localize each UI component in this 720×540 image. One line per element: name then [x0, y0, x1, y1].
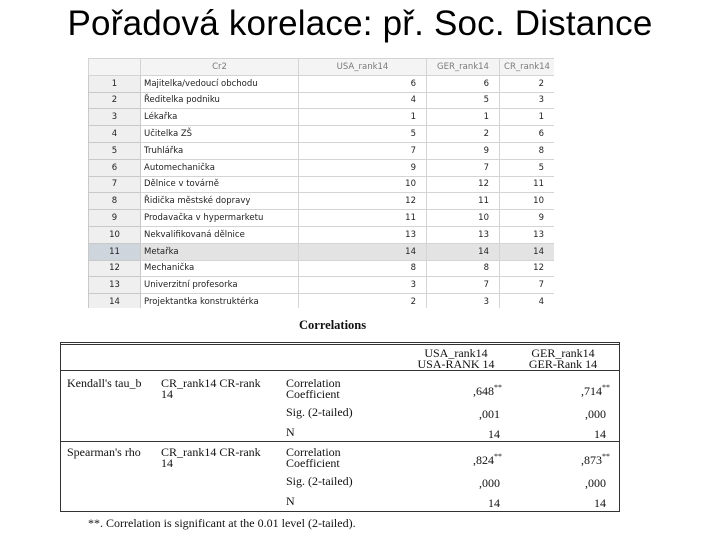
occupation-cell[interactable]: Lékařka [141, 109, 299, 126]
col-header-usa-line1: USA_rank14 [424, 346, 488, 360]
coef-label-kendall-line2: Coefficient [286, 387, 340, 401]
row-number-cell[interactable]: 1 [89, 75, 141, 92]
usa-rank-cell[interactable]: 13 [299, 226, 427, 243]
cr-rank-cell[interactable]: 1 [500, 109, 555, 126]
cr-rank-cell[interactable]: 9 [500, 210, 555, 227]
ger-rank-cell[interactable]: 13 [427, 226, 500, 243]
n-spearman-usa: 14 [488, 496, 500, 510]
n-spearman-ger: 14 [594, 496, 606, 510]
correlations-title: Correlations [299, 318, 367, 332]
col-header-ger-line1: GER_rank14 [531, 346, 595, 360]
method-kendall: Kendall's tau_b [67, 376, 142, 390]
row-number-cell[interactable]: 4 [89, 126, 141, 143]
usa-rank-cell[interactable]: 1 [299, 109, 427, 126]
usa-rank-cell[interactable]: 4 [299, 92, 427, 109]
method-spearman: Spearman's rho [67, 445, 141, 459]
coef-label-spearman-line2: Coefficient [286, 456, 340, 470]
column-header-cr-rank14[interactable]: CR_rank14 [500, 59, 555, 76]
cr-rank-cell[interactable]: 8 [500, 142, 555, 159]
sig-label-kendall: Sig. (2-tailed) [286, 405, 353, 419]
ger-rank-cell[interactable]: 6 [427, 75, 500, 92]
n-label-spearman: N [286, 494, 295, 508]
col-header-usa-line2: USA-RANK 14 [417, 357, 495, 371]
usa-rank-cell[interactable]: 11 [299, 210, 427, 227]
usa-rank-cell[interactable]: 14 [299, 243, 427, 260]
occupation-cell[interactable]: Projektantka konstruktérka [141, 294, 299, 308]
usa-rank-cell[interactable]: 8 [299, 260, 427, 277]
column-header-cr2[interactable]: Cr2 [141, 59, 299, 76]
data-row[interactable] [89, 277, 555, 294]
data-row[interactable] [89, 260, 555, 277]
ger-rank-cell[interactable]: 12 [427, 176, 500, 193]
ger-rank-cell[interactable]: 1 [427, 109, 500, 126]
variable-kendall-line2: 14 [161, 387, 173, 401]
sig-spearman-ger: ,000 [585, 476, 606, 490]
occupation-cell[interactable]: Ředitelka podniku [141, 92, 299, 109]
usa-rank-cell[interactable]: 2 [299, 294, 427, 308]
row-number-cell[interactable]: 9 [89, 210, 141, 227]
cr-rank-cell[interactable]: 11 [500, 176, 555, 193]
cr-rank-cell[interactable]: 2 [500, 75, 555, 92]
sig-label-spearman: Sig. (2-tailed) [286, 474, 353, 488]
usa-rank-cell[interactable]: 3 [299, 277, 427, 294]
data-row[interactable] [89, 210, 555, 227]
row-number-cell[interactable]: 10 [89, 226, 141, 243]
column-header-ger-rank14[interactable]: GER_rank14 [427, 59, 500, 76]
table-left-border [60, 342, 61, 512]
ger-rank-cell[interactable]: 8 [427, 260, 500, 277]
occupation-cell[interactable]: Majitelka/vedoucí obchodu [141, 75, 299, 92]
cr-rank-cell[interactable]: 14 [500, 243, 555, 260]
table-top-rule [60, 342, 620, 343]
cr-rank-cell[interactable]: 10 [500, 193, 555, 210]
ger-rank-cell[interactable]: 10 [427, 210, 500, 227]
occupation-cell[interactable]: Mechanička [141, 260, 299, 277]
row-number-cell[interactable]: 7 [89, 176, 141, 193]
spss-data-view [88, 58, 554, 308]
data-row[interactable] [89, 193, 555, 210]
column-header-usa-rank14[interactable]: USA_rank14 [299, 59, 427, 76]
data-row[interactable] [89, 75, 555, 92]
cr-rank-cell[interactable]: 13 [500, 226, 555, 243]
row-number-cell[interactable]: 14 [89, 294, 141, 308]
occupation-cell[interactable]: Nekvalifikovaná dělnice [141, 226, 299, 243]
row-number-cell[interactable]: 13 [89, 277, 141, 294]
data-row[interactable] [89, 109, 555, 126]
col-header-ger-line2: GER-Rank 14 [528, 357, 598, 371]
occupation-cell[interactable]: Univerzitní profesorka [141, 277, 299, 294]
occupation-cell[interactable]: Prodavačka v hypermarketu [141, 210, 299, 227]
variable-spearman-line2: 14 [161, 456, 173, 470]
footnote: **. Correlation is significant at the 0.01 level (2-tailed). [88, 516, 356, 530]
sig-kendall-usa: ,001 [479, 407, 500, 421]
occupation-cell[interactable]: Automechanička [141, 159, 299, 176]
row-number-cell[interactable]: 2 [89, 92, 141, 109]
row-number-cell[interactable]: 3 [89, 109, 141, 126]
block-divider-rule [60, 441, 620, 442]
row-number-cell[interactable]: 8 [89, 193, 141, 210]
ger-rank-cell[interactable]: 2 [427, 126, 500, 143]
data-row[interactable] [89, 226, 555, 243]
cr-rank-cell[interactable]: 12 [500, 260, 555, 277]
ger-rank-cell[interactable]: 14 [427, 243, 500, 260]
correlations-table [60, 342, 620, 537]
ger-rank-cell[interactable]: 9 [427, 142, 500, 159]
slide-title: Pořadová korelace: př. Soc. Distance [67, 4, 653, 43]
coef-label-spearman: Correlation [286, 445, 341, 459]
data-grid [88, 58, 554, 308]
cr-rank-cell[interactable]: 6 [500, 126, 555, 143]
usa-rank-cell[interactable]: 9 [299, 159, 427, 176]
row-number-cell[interactable]: 5 [89, 142, 141, 159]
n-kendall-usa: 14 [488, 427, 500, 441]
coef-label-kendall: Correlation [286, 376, 341, 390]
data-row[interactable] [89, 176, 555, 193]
corner-cell[interactable] [89, 59, 141, 76]
grid-header-row [89, 59, 555, 76]
table-bottom-rule [60, 511, 620, 512]
data-row[interactable] [89, 159, 555, 176]
occupation-cell[interactable]: Učitelka ZŠ [141, 126, 299, 143]
n-kendall-ger: 14 [594, 427, 606, 441]
row-number-cell[interactable]: 11 [89, 243, 141, 260]
ger-rank-cell[interactable]: 7 [427, 277, 500, 294]
coef-spearman-usa: ,824** [473, 452, 502, 467]
occupation-cell[interactable]: Řidička městské dopravy [141, 193, 299, 210]
sig-kendall-ger: ,000 [585, 407, 606, 421]
usa-rank-cell[interactable]: 12 [299, 193, 427, 210]
occupation-cell[interactable]: Metařka [141, 243, 299, 260]
ger-rank-cell[interactable]: 11 [427, 193, 500, 210]
ger-rank-cell[interactable]: 5 [427, 92, 500, 109]
ger-rank-cell[interactable]: 3 [427, 294, 500, 308]
table-top-rule-double [60, 344, 620, 345]
n-label-kendall: N [286, 425, 295, 439]
usa-rank-cell[interactable]: 6 [299, 75, 427, 92]
variable-spearman: CR_rank14 CR-rank [161, 445, 261, 459]
occupation-cell[interactable]: Dělnice v továrně [141, 176, 299, 193]
variable-kendall: CR_rank14 CR-rank [161, 376, 261, 390]
row-number-cell[interactable]: 12 [89, 260, 141, 277]
data-row[interactable] [89, 243, 555, 260]
usa-rank-cell[interactable]: 7 [299, 142, 427, 159]
usa-rank-cell[interactable]: 10 [299, 176, 427, 193]
data-row[interactable] [89, 142, 555, 159]
cr-rank-cell[interactable]: 3 [500, 92, 555, 109]
table-right-border [619, 342, 620, 512]
cr-rank-cell[interactable]: 4 [500, 294, 555, 308]
sig-spearman-usa: ,000 [479, 476, 500, 490]
cr-rank-cell[interactable]: 5 [500, 159, 555, 176]
usa-rank-cell[interactable]: 5 [299, 126, 427, 143]
data-row[interactable] [89, 294, 555, 308]
coef-kendall-usa: ,648** [473, 383, 502, 398]
coef-spearman-ger: ,873** [581, 452, 610, 467]
data-row[interactable] [89, 92, 555, 109]
data-row[interactable] [89, 126, 555, 143]
cr-rank-cell[interactable]: 7 [500, 277, 555, 294]
occupation-cell[interactable]: Truhlářka [141, 142, 299, 159]
row-number-cell[interactable]: 6 [89, 159, 141, 176]
ger-rank-cell[interactable]: 7 [427, 159, 500, 176]
coef-kendall-ger: ,714** [581, 383, 610, 398]
